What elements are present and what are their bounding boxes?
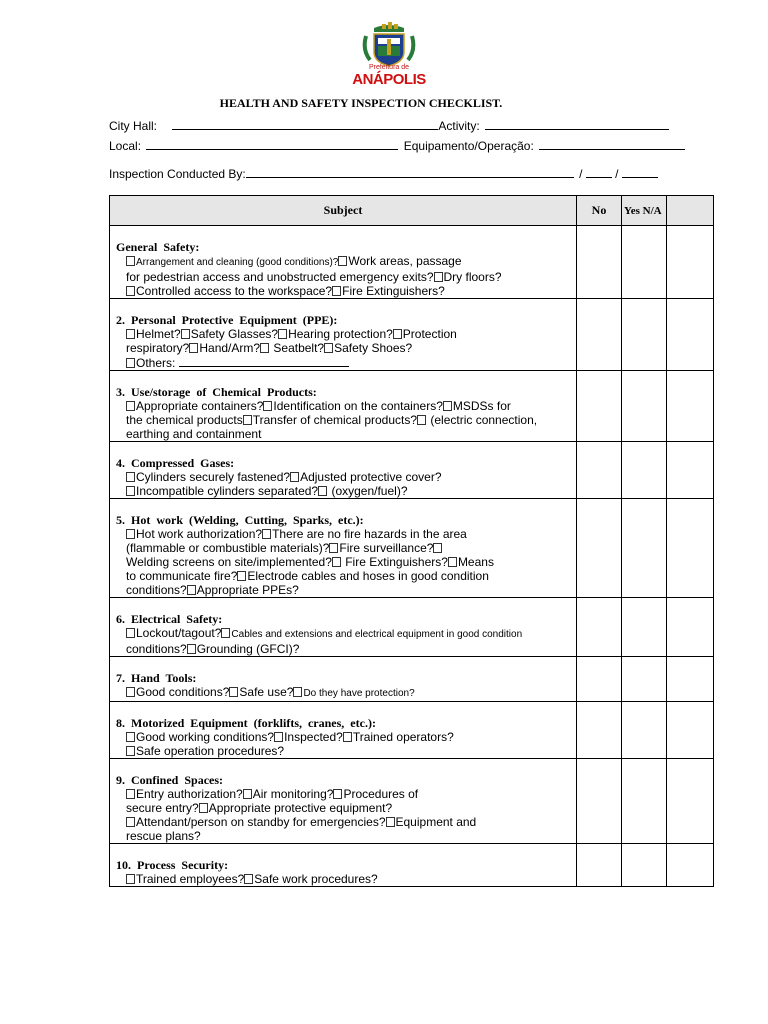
activity-label: Activity: bbox=[438, 119, 480, 133]
item-line bbox=[126, 583, 576, 597]
checkbox[interactable] bbox=[126, 401, 135, 411]
item-text: Helmet? bbox=[136, 327, 181, 341]
section-items bbox=[110, 730, 576, 758]
item-text: (flammable or combustible materials)? bbox=[126, 541, 330, 555]
checkbox[interactable] bbox=[338, 256, 347, 266]
answer-no-cell[interactable] bbox=[577, 759, 622, 844]
section-items bbox=[110, 787, 576, 843]
item-line bbox=[126, 527, 576, 541]
checkbox[interactable] bbox=[187, 585, 196, 595]
section-items bbox=[110, 327, 576, 370]
checkbox[interactable] bbox=[443, 401, 452, 411]
table-row bbox=[110, 598, 714, 657]
checkbox[interactable] bbox=[333, 789, 342, 799]
answer-yes-cell[interactable] bbox=[622, 844, 667, 887]
item-text: Adjusted protective cover? bbox=[300, 470, 442, 484]
item-line bbox=[126, 341, 576, 355]
answer-no-cell[interactable] bbox=[577, 657, 622, 702]
item-text: Dry floors? bbox=[443, 270, 502, 284]
table-row bbox=[110, 299, 714, 371]
activity-field[interactable] bbox=[485, 118, 669, 130]
checkbox[interactable] bbox=[126, 789, 135, 799]
section-title: 2. Personal Protective Equipment (PPE): bbox=[116, 313, 338, 327]
table-row bbox=[110, 702, 714, 759]
item-line bbox=[126, 801, 576, 815]
checkbox[interactable] bbox=[243, 415, 252, 425]
section-title: 5. Hot work (Welding, Cutting, Sparks, etc.): bbox=[116, 513, 364, 527]
checkbox[interactable] bbox=[126, 746, 135, 756]
section-items bbox=[110, 470, 576, 498]
item-text: Procedures of bbox=[343, 787, 419, 801]
item-text: rescue plans? bbox=[126, 829, 201, 843]
item-line bbox=[126, 254, 576, 270]
subject-cell bbox=[110, 299, 577, 371]
item-text: Cylinders securely fastened? bbox=[136, 470, 291, 484]
checkbox[interactable] bbox=[237, 571, 246, 581]
answer-na-cell[interactable] bbox=[667, 371, 714, 442]
section-title: 8. Motorized Equipment (forklifts, cranes, etc.): bbox=[116, 716, 376, 730]
section-title: 7. Hand Tools: bbox=[116, 671, 197, 685]
item-text: Seatbelt? bbox=[270, 341, 325, 355]
table-row bbox=[110, 759, 714, 844]
item-text: Lockout/tagout? bbox=[136, 626, 222, 640]
item-text: Appropriate protective equipment? bbox=[208, 801, 393, 815]
item-text: conditions? bbox=[126, 583, 187, 597]
subject-cell bbox=[110, 442, 577, 499]
item-text: Inspected? bbox=[284, 730, 343, 744]
city-hall-field[interactable] bbox=[172, 118, 438, 130]
checkbox[interactable] bbox=[324, 343, 333, 353]
city-hall-label: City Hall: bbox=[109, 119, 158, 133]
checkbox[interactable] bbox=[126, 732, 135, 742]
item-line bbox=[126, 815, 576, 829]
date-year-field[interactable] bbox=[622, 166, 658, 178]
answer-no-cell[interactable] bbox=[577, 442, 622, 499]
section-title: 6. Electrical Safety: bbox=[116, 612, 223, 626]
checkbox[interactable] bbox=[278, 329, 287, 339]
answer-na-cell[interactable] bbox=[667, 657, 714, 702]
checkbox[interactable] bbox=[260, 343, 269, 353]
item-text: Safe use? bbox=[239, 685, 294, 699]
answer-na-cell[interactable] bbox=[667, 844, 714, 887]
checkbox[interactable] bbox=[126, 286, 135, 296]
local-label: Local: bbox=[109, 139, 142, 153]
checkbox[interactable] bbox=[433, 543, 442, 553]
checkbox[interactable] bbox=[199, 803, 208, 813]
item-text: Welding screens on site/implemented? bbox=[126, 555, 332, 569]
checkbox[interactable] bbox=[126, 486, 135, 496]
item-text: Safe work procedures? bbox=[254, 872, 378, 886]
section-items bbox=[110, 872, 576, 886]
header-yes-na: Yes N/A bbox=[622, 196, 667, 226]
item-text: Attendant/person on standby for emergencies? bbox=[136, 815, 386, 829]
checkbox[interactable] bbox=[263, 401, 272, 411]
subject-cell bbox=[110, 598, 577, 657]
section-items bbox=[110, 685, 576, 701]
item-line bbox=[126, 399, 576, 413]
item-text: (electric connection, bbox=[427, 413, 538, 427]
subject-cell bbox=[110, 657, 577, 702]
local-row bbox=[109, 138, 685, 153]
item-text: Safe operation procedures? bbox=[136, 744, 285, 758]
checkbox[interactable] bbox=[448, 557, 457, 567]
item-text: Controlled access to the workspace? bbox=[136, 284, 333, 298]
checkbox[interactable] bbox=[290, 472, 299, 482]
answer-yes-cell[interactable] bbox=[622, 598, 667, 657]
checkbox[interactable] bbox=[126, 874, 135, 884]
answer-yes-cell[interactable] bbox=[622, 499, 667, 598]
answer-na-cell[interactable] bbox=[667, 442, 714, 499]
equipment-label: Equipamento/Operação: bbox=[403, 139, 534, 153]
table-row bbox=[110, 657, 714, 702]
answer-na-cell[interactable] bbox=[667, 759, 714, 844]
item-line bbox=[126, 270, 576, 284]
item-line bbox=[126, 427, 576, 441]
item-text: Means bbox=[457, 555, 494, 569]
item-line bbox=[126, 413, 576, 427]
checkbox[interactable] bbox=[393, 329, 402, 339]
item-text: Others: bbox=[136, 356, 179, 370]
checkbox[interactable] bbox=[293, 687, 302, 697]
answer-yes-cell[interactable] bbox=[622, 371, 667, 442]
item-line bbox=[126, 541, 576, 555]
item-text: Hearing protection? bbox=[288, 327, 393, 341]
inspector-field[interactable] bbox=[246, 166, 574, 178]
logo-caption bbox=[352, 64, 426, 88]
answer-na-cell[interactable] bbox=[667, 226, 714, 299]
item-line bbox=[126, 484, 576, 498]
checkbox[interactable] bbox=[126, 329, 135, 339]
item-text: Trained operators? bbox=[352, 730, 454, 744]
header-no: No bbox=[577, 196, 622, 226]
subject-cell bbox=[110, 759, 577, 844]
table-row bbox=[110, 499, 714, 598]
answer-yes-cell[interactable] bbox=[622, 442, 667, 499]
item-text: Grounding (GFCI)? bbox=[196, 642, 300, 656]
checkbox[interactable] bbox=[332, 557, 341, 567]
checklist-table bbox=[109, 195, 714, 887]
checkbox[interactable] bbox=[189, 343, 198, 353]
item-line bbox=[126, 829, 576, 843]
header-subject: Subject bbox=[110, 196, 577, 226]
item-line bbox=[126, 569, 576, 583]
answer-yes-cell[interactable] bbox=[622, 657, 667, 702]
checklist-body bbox=[110, 226, 714, 887]
item-line bbox=[126, 626, 576, 642]
section-title: 9. Confined Spaces: bbox=[116, 773, 224, 787]
checkbox[interactable] bbox=[274, 732, 283, 742]
subject-cell bbox=[110, 371, 577, 442]
answer-no-cell[interactable] bbox=[577, 844, 622, 887]
item-text: respiratory? bbox=[126, 341, 190, 355]
item-text: MSDSs for bbox=[452, 399, 511, 413]
subject-cell bbox=[110, 702, 577, 759]
item-text: conditions? bbox=[126, 642, 187, 656]
item-text: Electrode cables and hoses in good condition bbox=[247, 569, 489, 583]
checkbox[interactable] bbox=[229, 687, 238, 697]
item-text: Hot work authorization? bbox=[136, 527, 263, 541]
others-field[interactable] bbox=[179, 355, 349, 367]
section-title: 4. Compressed Gases: bbox=[116, 456, 235, 470]
item-line bbox=[126, 555, 576, 569]
item-text: Good working conditions? bbox=[136, 730, 275, 744]
section-items bbox=[110, 254, 576, 298]
item-text: Good conditions? bbox=[136, 685, 230, 699]
item-text: Transfer of chemical products? bbox=[252, 413, 418, 427]
subject-cell bbox=[110, 499, 577, 598]
item-line bbox=[126, 744, 576, 758]
table-row bbox=[110, 844, 714, 887]
item-line bbox=[126, 470, 576, 484]
answer-no-cell[interactable] bbox=[577, 499, 622, 598]
answer-no-cell[interactable] bbox=[577, 299, 622, 371]
checkbox[interactable] bbox=[187, 644, 196, 654]
item-text: Appropriate containers? bbox=[136, 399, 264, 413]
checkbox[interactable] bbox=[243, 789, 252, 799]
item-text: Entry authorization? bbox=[136, 787, 243, 801]
item-text: There are no fire hazards in the area bbox=[272, 527, 467, 541]
item-text: for pedestrian access and unobstructed emergency exits? bbox=[126, 270, 434, 284]
answer-na-cell[interactable] bbox=[667, 299, 714, 371]
city-hall-row bbox=[109, 118, 669, 133]
checkbox[interactable] bbox=[181, 329, 190, 339]
item-text: Work areas, passage bbox=[348, 254, 462, 268]
table-row bbox=[110, 442, 714, 499]
item-text: Equipment and bbox=[395, 815, 477, 829]
logo-big-text: ANÁPOLIS bbox=[352, 71, 426, 88]
date-separator: / bbox=[579, 167, 583, 181]
local-field[interactable] bbox=[146, 138, 398, 150]
item-line bbox=[126, 327, 576, 341]
item-text: Protection bbox=[402, 327, 457, 341]
answer-yes-cell[interactable] bbox=[622, 299, 667, 371]
table-row bbox=[110, 371, 714, 442]
item-text: Do they have protection? bbox=[303, 688, 415, 699]
item-line bbox=[126, 355, 576, 370]
item-text: Trained employees? bbox=[136, 872, 245, 886]
subject-cell bbox=[110, 844, 577, 887]
item-text: to communicate fire? bbox=[126, 569, 238, 583]
checkbox[interactable] bbox=[126, 687, 135, 697]
section-title: 10. Process Security: bbox=[116, 858, 229, 872]
checkbox[interactable] bbox=[332, 286, 341, 296]
item-text: Hand/Arm? bbox=[199, 341, 261, 355]
answer-yes-cell[interactable] bbox=[622, 226, 667, 299]
checkbox[interactable] bbox=[126, 472, 135, 482]
item-text: Fire surveillance? bbox=[339, 541, 434, 555]
inspection-by-label: Inspection Conducted By: bbox=[109, 167, 246, 181]
checkbox[interactable] bbox=[126, 256, 135, 266]
item-text: Safety Glasses? bbox=[190, 327, 279, 341]
item-text: Cables and extensions and electrical equipment in good condition bbox=[231, 629, 523, 640]
inspection-row bbox=[109, 166, 658, 181]
answer-na-cell[interactable] bbox=[667, 499, 714, 598]
item-text: Fire Extinguishers? bbox=[341, 555, 448, 569]
checkbox[interactable] bbox=[126, 628, 135, 638]
answer-no-cell[interactable] bbox=[577, 702, 622, 759]
checkbox[interactable] bbox=[126, 358, 135, 368]
checkbox[interactable] bbox=[262, 529, 271, 539]
section-items bbox=[110, 626, 576, 656]
answer-yes-cell[interactable] bbox=[622, 759, 667, 844]
item-text: Appropriate PPEs? bbox=[196, 583, 299, 597]
logo-small-text: Prefeitura de bbox=[368, 64, 410, 71]
item-text: the chemical products bbox=[126, 413, 243, 427]
answer-yes-cell[interactable] bbox=[622, 702, 667, 759]
item-text: secure entry? bbox=[126, 801, 199, 815]
item-text: Arrangement and cleaning (good conditions)? bbox=[136, 257, 339, 268]
answer-no-cell[interactable] bbox=[577, 226, 622, 299]
item-text: Incompatible cylinders separated? bbox=[136, 484, 319, 498]
answer-no-cell[interactable] bbox=[577, 598, 622, 657]
checkbox[interactable] bbox=[434, 272, 443, 282]
checkbox[interactable] bbox=[417, 415, 426, 425]
checkbox[interactable] bbox=[221, 628, 230, 638]
section-title: 3. Use/storage of Chemical Products: bbox=[116, 385, 317, 399]
section-items bbox=[110, 399, 576, 441]
answer-na-cell[interactable] bbox=[667, 702, 714, 759]
item-line bbox=[126, 872, 576, 886]
date-separator: / bbox=[615, 167, 619, 181]
item-line bbox=[126, 787, 576, 801]
checkbox[interactable] bbox=[244, 874, 253, 884]
answer-no-cell[interactable] bbox=[577, 371, 622, 442]
date-month-field[interactable] bbox=[586, 166, 612, 178]
item-text: Air monitoring? bbox=[252, 787, 334, 801]
checkbox[interactable] bbox=[386, 817, 395, 827]
section-title: General Safety: bbox=[116, 240, 200, 254]
table-header-row bbox=[110, 196, 714, 226]
equipment-field[interactable] bbox=[539, 138, 685, 150]
table-row bbox=[110, 226, 714, 299]
checkbox[interactable] bbox=[126, 529, 135, 539]
item-text: Identification on the containers? bbox=[273, 399, 443, 413]
section-items bbox=[110, 527, 576, 597]
item-text: (oxygen/fuel)? bbox=[328, 484, 408, 498]
checkbox[interactable] bbox=[329, 543, 338, 553]
item-line bbox=[126, 730, 576, 744]
item-text: earthing and containment bbox=[126, 427, 262, 441]
checkbox[interactable] bbox=[343, 732, 352, 742]
item-text: Safety Shoes? bbox=[334, 341, 413, 355]
answer-na-cell[interactable] bbox=[667, 598, 714, 657]
item-text: Fire Extinguishers? bbox=[342, 284, 445, 298]
item-line bbox=[126, 284, 576, 298]
item-line bbox=[126, 642, 576, 656]
page-title: HEALTH AND SAFETY INSPECTION CHECKLIST. bbox=[219, 96, 503, 110]
checkbox[interactable] bbox=[318, 486, 327, 496]
subject-cell bbox=[110, 226, 577, 299]
checkbox[interactable] bbox=[126, 817, 135, 827]
item-line bbox=[126, 685, 576, 701]
header-blank bbox=[667, 196, 714, 226]
